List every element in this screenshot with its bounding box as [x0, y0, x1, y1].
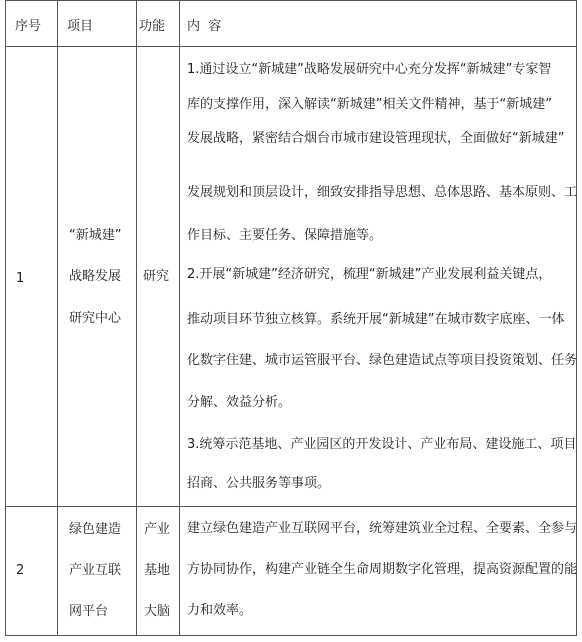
row-2-number: 2 [16, 563, 25, 578]
row-1-content-line: 分解、效益分析。 [187, 395, 292, 410]
column-divider-3 [179, 0, 180, 636]
row-1-number: 1 [16, 271, 25, 286]
row-1-content-line: 发展规划和顶层设计，细致安排指导思想、总体思路、基本原则、工 [187, 185, 578, 200]
content-table [5, 0, 577, 636]
table-border-bottom [5, 635, 577, 636]
column-divider-1 [57, 0, 58, 636]
row-1-content-line: 2.开展“新城建”经济研究，梳理“新城建”产业发展利益关键点， [187, 267, 552, 282]
row-2-content-line: 力和效率。 [187, 603, 253, 618]
table-border-left [5, 0, 6, 636]
row-1-item-line: “新城建” [69, 228, 122, 243]
row-1-content-line: 招商、公共服务等事项。 [187, 476, 331, 491]
row-1-item-line: 研究中心 [69, 311, 122, 326]
header-item: 项目 [67, 19, 94, 34]
row-1-content-line: 1.通过设立“新城建”战略发展研究中心充分发挥“新城建”专家智 [187, 62, 552, 77]
table-border-top [5, 0, 577, 1]
row-1-content-line: 发展战略，紧密结合烟台市城市建设管理现状，全面做好“新城建” [187, 131, 565, 146]
row-2-content-line: 方协同协作，构建产业链全生命周期数字化管理，提高资源配置的能 [187, 562, 578, 577]
row-1-content-line: 3.统筹示范基地、产业园区的开发设计、产业布局、建设施工、项目 [187, 437, 577, 452]
row-2-content-line: 建立绿色建造产业互联网平台，统筹建筑业全过程、全要素、全参与 [187, 521, 578, 536]
row-2-function-line: 产业 [144, 522, 171, 537]
row-1-content-line: 库的支撑作用，深入解读“新城建”相关文件精神，基于“新城建” [187, 97, 552, 112]
header-function: 功能 [139, 19, 166, 34]
row-1-item-line: 战略发展 [69, 269, 122, 284]
header-content: 内 容 [187, 19, 222, 34]
header-divider [5, 46, 577, 47]
row-2-item-line: 产业互联 [69, 563, 122, 578]
row-1-content-line: 作目标、主要任务、保障措施等。 [187, 228, 383, 243]
row-1-function: 研究 [143, 269, 170, 284]
row-1-content-line: 推动项目环节独立核算。系统开展“新城建”在城市数字底座、一体 [187, 312, 565, 327]
row-1-content-line: 化数字住建、城市运管服平台、绿色建造试点等项目投资策划、任务 [187, 353, 578, 368]
column-divider-2 [136, 0, 137, 636]
row-divider [5, 506, 577, 507]
header-no: 序号 [15, 19, 42, 34]
row-2-function-line: 基地 [144, 563, 171, 578]
row-2-function-line: 大脑 [144, 604, 171, 619]
row-2-item-line: 网平台 [69, 604, 109, 619]
row-2-item-line: 绿色建造 [69, 522, 122, 537]
